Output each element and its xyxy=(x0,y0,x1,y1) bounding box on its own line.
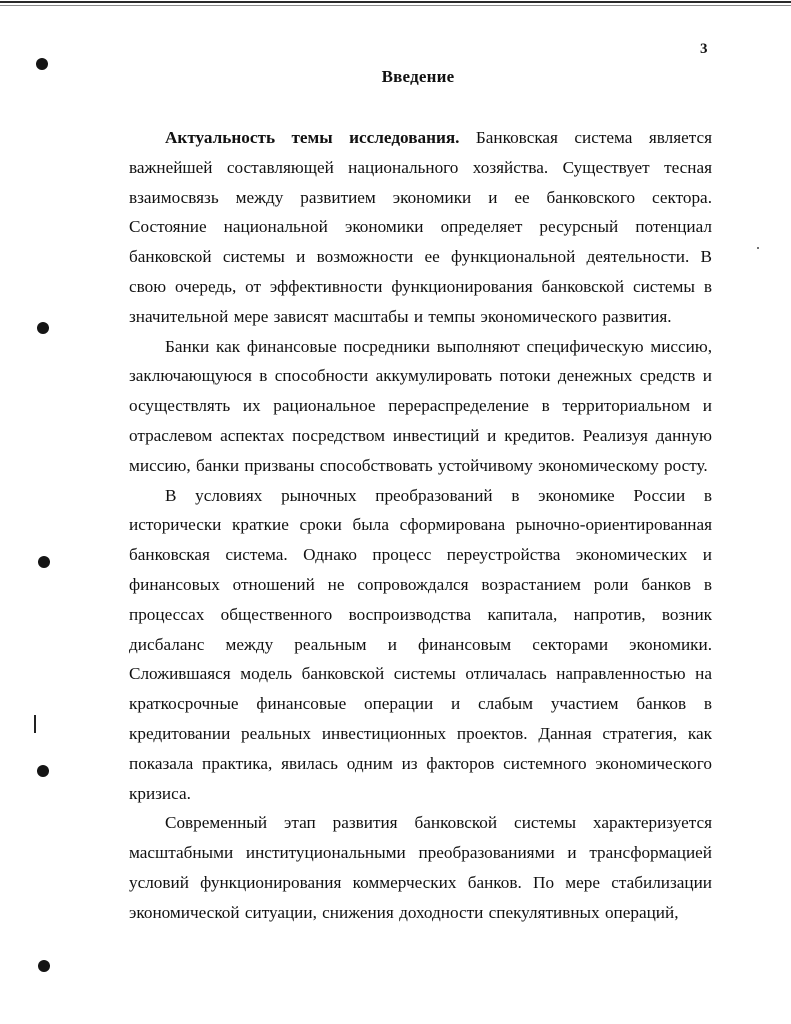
paragraph-lead: Актуальность темы исследования. xyxy=(165,128,460,147)
document-body xyxy=(129,123,712,928)
page-title: Введение xyxy=(381,67,455,86)
paragraph xyxy=(129,808,712,927)
paragraph-text: Современный этап развития банковской системы характеризуется масштабными институциональными преобразованиями и трансформацией условий функционирования коммерческих банков. По мере стабилизации экономической ситуации, снижения доходности спекулятивных операций, xyxy=(129,813,712,922)
scan-border-line xyxy=(0,5,791,6)
paragraph xyxy=(129,123,712,332)
page-number: 3 xyxy=(700,41,708,57)
punch-hole-mark xyxy=(37,765,49,777)
scan-edge-mark xyxy=(34,715,36,733)
paragraph-text: Банки как финансовые посредники выполняют специфическую миссию, заключающуюся в способности аккумулировать потоки денежных средств и осуществлять их рациональное перераспределение в территориальном и отраслевом аспектах посредством инвестиций и кредитов. Реализуя данную миссию, банки призваны способствовать устойчивому экономическому росту. xyxy=(129,336,712,475)
scan-speck xyxy=(757,247,759,249)
paragraph xyxy=(129,481,712,809)
paragraph xyxy=(129,332,712,481)
scan-border-line xyxy=(0,1,791,3)
paragraph-text: В условиях рыночных преобразований в экономике России в исторически краткие сроки была сформирована рыночно-ориентированная банковская система. Однако процесс переустройства экономических и финансовых отношений не сопровождался возрастанием роли банков в процессах общественного воспроизводства капитала, напротив, возник дисбаланс между реальным и финансовым секторами экономики. Сложившаяся модель банковской системы отличалась направленностью на краткосрочные финансовые операции и слабым участием банков в кредитовании реальных инвестиционных проектов. Данная стратегия, как показала практика, явилась одним из факторов системного экономического кризиса. xyxy=(129,485,712,803)
punch-hole-mark xyxy=(37,322,49,334)
punch-hole-mark xyxy=(38,960,50,972)
punch-hole-mark xyxy=(38,556,50,568)
paragraph-text: Банковская система является важнейшей составляющей национального хозяйства. Существует тесная взаимосвязь между развитием экономики и ее банковского сектора. Состояние национальной экономики определяет ресурсный потенциал банковской системы и возможности ее функциональной деятельности. В свою очередь, от эффективности функционирования банковской системы в значительной мере зависят масштабы и темпы экономического развития. xyxy=(129,128,712,326)
